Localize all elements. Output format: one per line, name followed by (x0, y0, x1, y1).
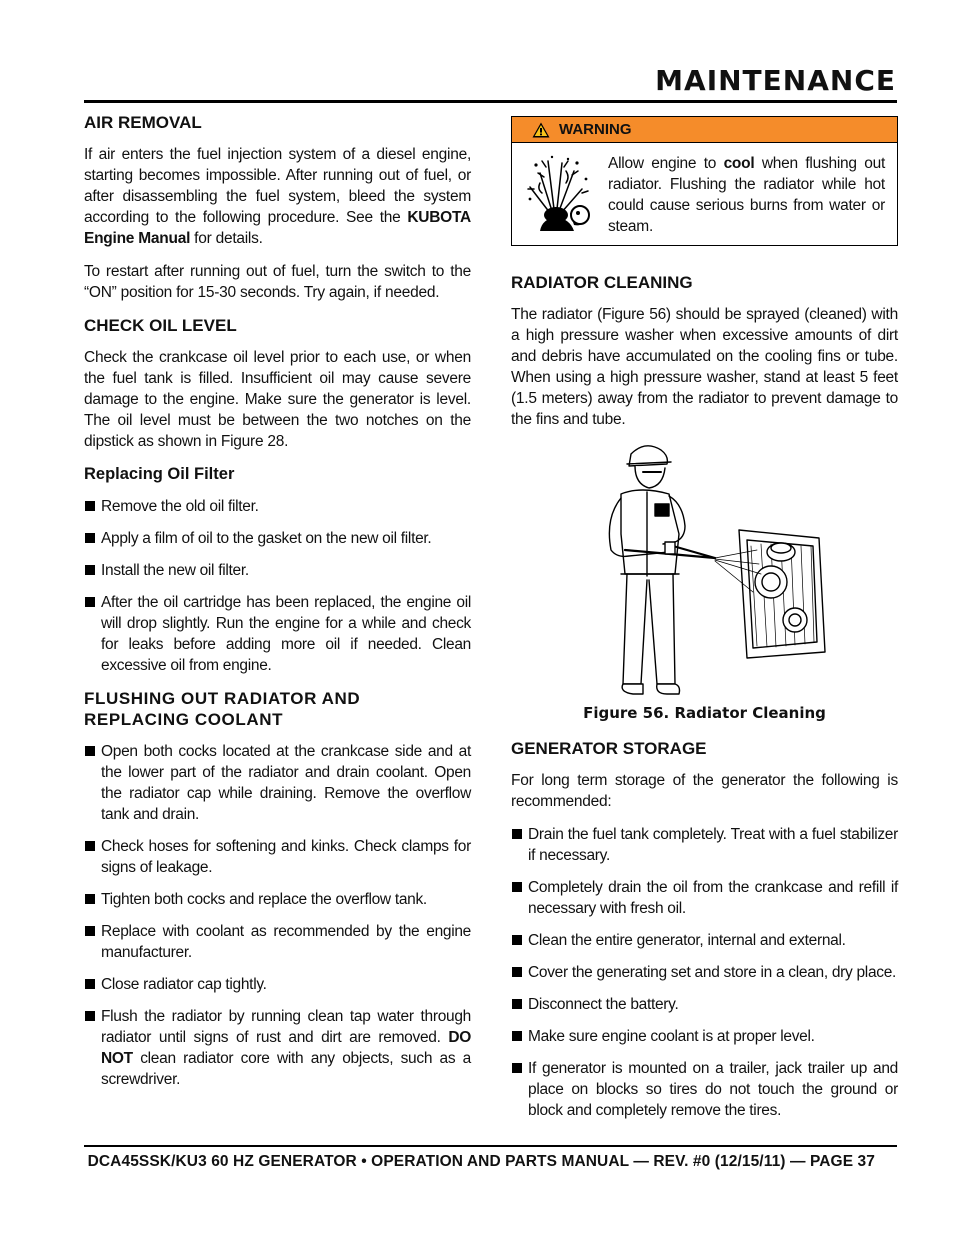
warning-header (512, 117, 897, 143)
list-item: After the oil cartridge has been replaced, the engine oil will drop slightly. Run the engine for a while and check for leaks before adding more oil if needed. Clean excessive oil from engine. (84, 592, 471, 676)
page-footer: DCA45SSK/KU3 60 HZ GENERATOR • OPERATION AND PARTS MANUAL — REV. #0 (12/15/11) — PAGE 37 (87, 1153, 875, 1170)
left-column (84, 112, 471, 1102)
list-item: Tighten both cocks and replace the overflow tank. (84, 889, 471, 910)
page-title: MAINTENANCE (655, 64, 896, 97)
list-item: Make sure engine coolant is at proper level. (511, 1026, 898, 1047)
footer-rule (84, 1145, 897, 1147)
storage-list (511, 824, 898, 1121)
list-item: Disconnect the battery. (511, 994, 898, 1015)
radiator-cleaning-figure (511, 442, 898, 704)
list-item: Clean the entire generator, internal and external. (511, 930, 898, 951)
heading-replacing-oil-filter: Replacing Oil Filter (84, 465, 235, 483)
list-item: Remove the old oil filter. (84, 496, 471, 517)
header-rule (84, 100, 897, 103)
heading-check-oil-level: CHECK OIL LEVEL (84, 316, 237, 335)
warning-triangle-icon (532, 122, 550, 138)
air-removal-paragraph-2: To restart after running out of fuel, turn the switch to the “ON” position for 15-30 seconds. Try again, if needed. (84, 263, 471, 301)
storage-paragraph: For long term storage of the generator the following is recommended: (511, 772, 898, 810)
heading-generator-storage: GENERATOR STORAGE (511, 739, 707, 758)
heading-radiator-cleaning: RADIATOR CLEANING (511, 273, 693, 292)
list-item: Check hoses for softening and kinks. Check clamps for signs of leakage. (84, 836, 471, 878)
list-item: Install the new oil filter. (84, 560, 471, 581)
list-item: Replace with coolant as recommended by the engine manufacturer. (84, 921, 471, 963)
warning-box (511, 116, 898, 246)
list-item: Open both cocks located at the crankcase side and at the lower part of the radiator and drain coolant. Open the radiator cap while draining. Remove the overflow tank and drain. (84, 741, 471, 825)
heading-air-removal: AIR REMOVAL (84, 113, 202, 132)
radiator-cleaning-illustration (581, 442, 831, 704)
list-item: If generator is mounted on a trailer, jack trailer up and place on blocks so tires do not touch the ground or block and completely remove the tires. (511, 1058, 898, 1121)
list-item: Apply a film of oil to the gasket on the new oil filter. (84, 528, 471, 549)
warning-label: WARNING (559, 121, 632, 138)
list-item: Cover the generating set and store in a clean, dry place. (511, 962, 898, 983)
list-item: Drain the fuel tank completely. Treat with a fuel stabilizer if necessary. (511, 824, 898, 866)
check-oil-paragraph: Check the crankcase oil level prior to each use, or when the fuel tank is filled. Insufficient oil may cause severe damage to the engine. Make sure the generator is level. The oil level must be between the two notches on the dipstick as shown in Figure 28. (84, 349, 471, 450)
list-item: Completely drain the oil from the crankcase and refill if necessary with fresh oil. (511, 877, 898, 919)
list-item: Close radiator cap tightly. (84, 974, 471, 995)
figure-caption: Figure 56. Radiator Cleaning (583, 704, 826, 722)
air-removal-paragraph-1: If air enters the fuel injection system of a diesel engine, starting becomes impossible. After running out of fuel, or after disassembling the fuel system, bleed the system according to the following procedure. See the KUBOTA Engine Manual for details. (84, 146, 471, 247)
radiator-cleaning-paragraph: The radiator (Figure 56) should be sprayed (cleaned) with a high pressure washer when excessive amounts of dirt and debris have accumulated on the cooling fins or tube. When using a high pressure washer, stand at least 5 feet (1.5 meters) away from the radiator to prevent damage to the fins and tube. (511, 306, 898, 428)
warning-body (512, 143, 897, 245)
oil-filter-list (84, 496, 471, 676)
warning-text: Allow engine to cool when flushing out radiator. Flushing the radiator while hot could cause serious burns from water or steam. (608, 155, 886, 235)
heading-flushing-radiator: FLUSHING OUT RADIATOR AND REPLACING COOLANT (84, 689, 361, 729)
list-item: Flush the radiator by running clean tap water through radiator until signs of rust and dirt are removed. DO NOT clean radiator core with any objects, such as a screwdriver. (84, 1006, 471, 1090)
right-column (511, 112, 898, 1133)
steam-burn-hazard-icon (522, 153, 598, 233)
flushing-list (84, 741, 471, 1090)
